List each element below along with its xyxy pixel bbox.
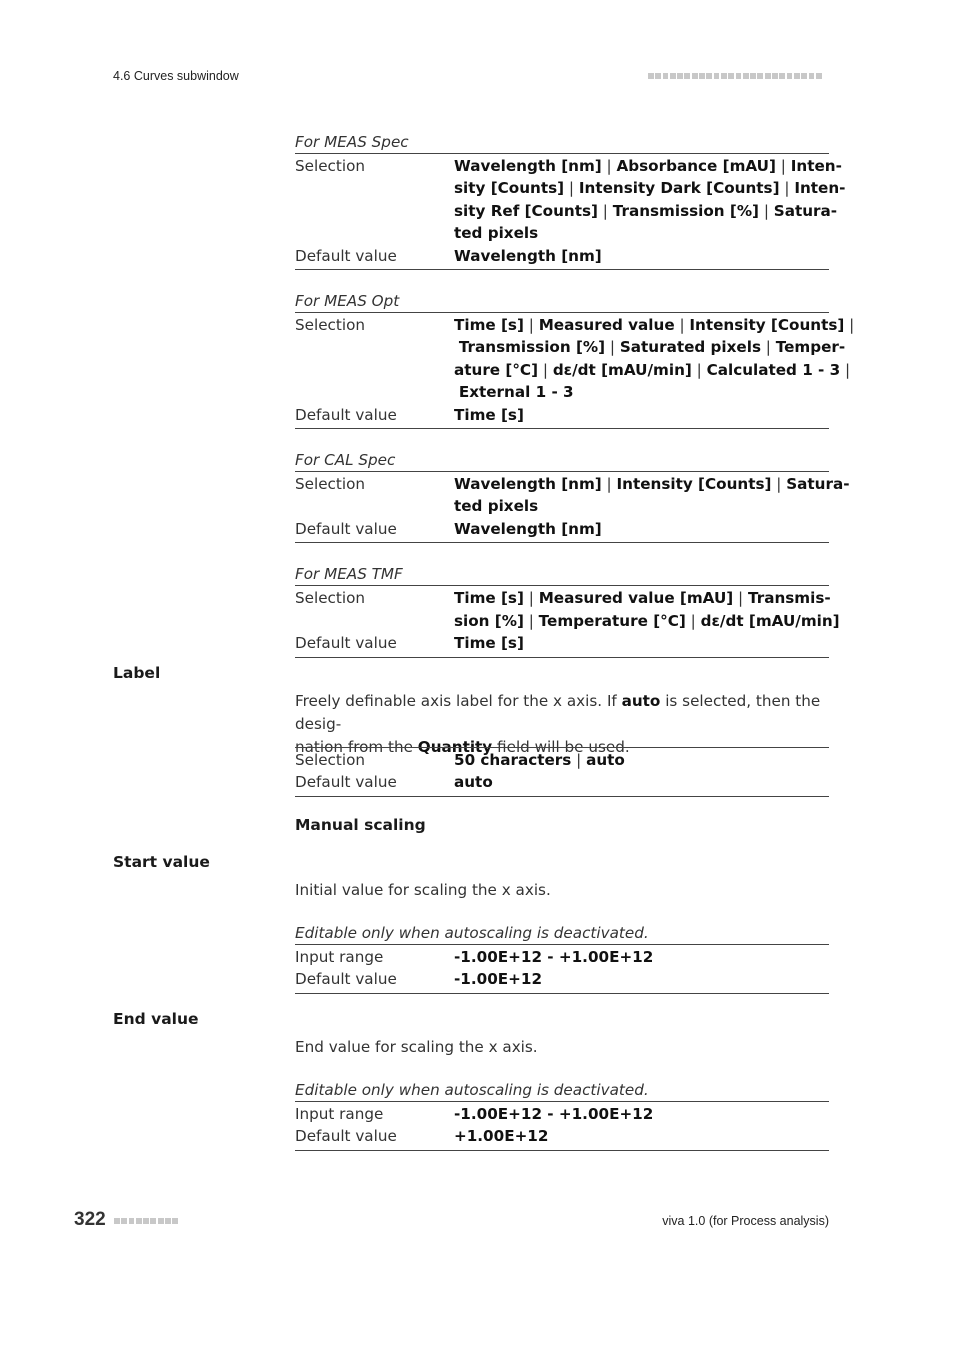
param-table: [295, 1101, 829, 1151]
row-value: Wavelength [nm]: [454, 246, 602, 265]
table-row: [295, 632, 829, 654]
dot-decoration: [150, 1218, 156, 1224]
value-line: [454, 473, 850, 495]
param-table: [295, 153, 846, 270]
dot-decoration: [750, 73, 756, 79]
row-key: Default value: [295, 246, 397, 265]
value-line: [454, 222, 845, 244]
row-key: Default value: [295, 405, 397, 424]
value-option: Satura-: [786, 475, 850, 494]
page-number: 322: [74, 1209, 106, 1230]
row-key: Default value: [295, 1127, 397, 1146]
dot-decoration: [114, 1218, 120, 1224]
row-key: Default value: [295, 634, 397, 653]
param-table: [295, 944, 829, 994]
value-option: ted pixels: [454, 224, 539, 243]
value-option: Inten-: [790, 157, 842, 175]
row-value: auto: [454, 773, 493, 792]
value-option: ature [°C]: [454, 360, 539, 379]
start-value-table: [295, 922, 829, 994]
value-line: [454, 495, 850, 517]
footer-dots-decoration: [114, 1218, 178, 1224]
row-key: Default value: [295, 519, 397, 538]
dot-decoration: [648, 73, 654, 79]
value-separator: |: [691, 360, 707, 379]
dot-decoration: [809, 73, 815, 79]
table-caption: For MEAS Spec: [295, 133, 409, 151]
dot-decoration: [699, 73, 705, 79]
label-desc-auto: auto: [621, 692, 661, 710]
value-option: sion [%]: [454, 611, 524, 630]
table-caption: For MEAS Opt: [295, 292, 400, 311]
quantity-table: [295, 131, 846, 270]
value-line: [454, 381, 854, 403]
row-value: [454, 587, 840, 632]
table-row: [295, 404, 829, 426]
row-key: Default value: [295, 970, 397, 989]
value-option: Transmission [%]: [458, 338, 606, 357]
value-separator: |: [564, 179, 579, 198]
running-footer-product: viva 1.0 (for Process analysis): [662, 1214, 829, 1228]
value-option: ted pixels: [454, 497, 539, 516]
label-param-table: [295, 747, 829, 797]
table-row: [295, 946, 829, 968]
value-separator: |: [733, 589, 749, 608]
value-line: [454, 359, 854, 381]
header-dots-decoration: [648, 73, 822, 79]
row-key: Input range: [295, 1105, 384, 1123]
value-option: 50 characters: [454, 751, 572, 769]
dot-decoration: [663, 73, 669, 79]
table-row: [295, 155, 846, 245]
row-value: [454, 314, 854, 404]
value-option: sity [Counts]: [454, 179, 565, 198]
dot-decoration: [158, 1218, 164, 1224]
value-option: Transmission [%]: [612, 201, 759, 220]
value-line: [454, 610, 840, 632]
dot-decoration: [787, 73, 793, 79]
value-option: sity Ref [Counts]: [454, 201, 598, 220]
value-option: Calculated 1 - 3: [706, 360, 841, 379]
dot-decoration: [692, 73, 698, 79]
row-value: [454, 155, 845, 245]
label-desc-text: field will be used.: [492, 738, 630, 756]
value-separator: |: [674, 316, 690, 335]
row-value: +1.00E+12: [454, 1127, 549, 1146]
row-key: Selection: [295, 589, 365, 608]
dot-decoration: [765, 73, 771, 79]
value-line: [454, 177, 845, 199]
dot-decoration: [794, 73, 800, 79]
dot-decoration: [772, 73, 778, 79]
value-option: auto: [586, 751, 625, 769]
value-option: Measured value: [538, 316, 675, 335]
value-option: dε/dt [mAU/min]: [700, 611, 840, 630]
end-value-title: End value: [113, 1010, 199, 1028]
value-separator: |: [844, 316, 855, 335]
table-caption: For MEAS TMF: [295, 565, 403, 584]
dot-decoration: [670, 73, 676, 79]
row-value: -1.00E+12 - +1.00E+12: [454, 948, 654, 966]
dot-decoration: [801, 73, 807, 79]
value-separator: |: [759, 201, 774, 220]
row-key: Default value: [295, 773, 397, 792]
quantity-table: [295, 290, 855, 429]
value-line: [454, 155, 845, 177]
value-separator: |: [840, 360, 851, 379]
row-value: -1.00E+12: [454, 970, 543, 989]
value-option: Time [s]: [454, 589, 524, 608]
table-row: [295, 473, 850, 518]
table-row: [295, 1103, 829, 1125]
value-separator: |: [523, 611, 539, 630]
dot-decoration: [143, 1218, 149, 1224]
value-separator: |: [605, 338, 620, 357]
value-option: dε/dt [mAU/min]: [552, 360, 692, 379]
dot-decoration: [655, 73, 661, 79]
value-option: Time [s]: [454, 316, 524, 335]
row-value: Time [s]: [454, 405, 524, 424]
table-row: [295, 771, 829, 793]
label-desc-text: Freely definable axis label for the x axis. If: [295, 692, 622, 710]
dot-decoration: [714, 73, 720, 79]
row-key: Input range: [295, 948, 384, 966]
row-value: [454, 749, 829, 771]
table-caption: For CAL Spec: [295, 451, 396, 470]
dot-decoration: [172, 1218, 178, 1224]
row-value: [454, 473, 850, 518]
dot-decoration: [728, 73, 734, 79]
value-line: [454, 336, 854, 358]
dot-decoration: [129, 1218, 135, 1224]
value-option: Saturated pixels: [619, 338, 761, 357]
row-value: -1.00E+12 - +1.00E+12: [454, 1105, 654, 1123]
param-table: [295, 585, 840, 657]
value-option: External 1 - 3: [458, 383, 574, 402]
row-value: Time [s]: [454, 634, 524, 653]
value-line: [454, 587, 840, 609]
dot-decoration: [779, 73, 785, 79]
row-key: Selection: [295, 751, 365, 769]
value-separator: |: [685, 611, 701, 630]
dot-decoration: [121, 1218, 127, 1224]
value-option: Temper-: [775, 338, 846, 357]
row-key: Selection: [295, 316, 365, 335]
dot-decoration: [757, 73, 763, 79]
value-separator: |: [571, 751, 587, 769]
table-caption: Editable only when autoscaling is deactivated.: [295, 1081, 649, 1099]
label-desc-text: is selected, then the desig-: [295, 692, 821, 733]
param-table: [295, 747, 829, 797]
value-separator: |: [523, 589, 539, 608]
value-option: Wavelength [nm]: [454, 475, 602, 494]
dot-decoration: [743, 73, 749, 79]
end-value-description: End value for scaling the x axis.: [295, 1038, 538, 1056]
dot-decoration: [136, 1218, 142, 1224]
start-value-description: Initial value for scaling the x axis.: [295, 881, 551, 899]
label-param-title: Label: [113, 664, 161, 682]
label-desc-quantity: Quantity: [417, 738, 493, 756]
quantity-table: [295, 563, 840, 657]
quantity-table: [295, 449, 850, 543]
start-value-title: Start value: [113, 853, 210, 871]
value-option: Satura-: [773, 201, 838, 220]
running-header-section: 4.6 Curves subwindow: [113, 69, 239, 83]
value-separator: |: [523, 316, 539, 335]
value-separator: |: [760, 338, 776, 357]
table-row: [295, 245, 829, 267]
value-option: Intensity Dark [Counts]: [578, 179, 780, 198]
table-row: [295, 968, 829, 990]
row-key: Selection: [295, 157, 365, 175]
param-table: [295, 312, 855, 429]
value-separator: |: [538, 360, 553, 379]
quantity-selection-tables: [295, 131, 855, 658]
table-row: [295, 587, 840, 632]
row-value: Wavelength [nm]: [454, 519, 602, 538]
value-option: Intensity [Counts]: [616, 475, 772, 494]
row-key: Selection: [295, 475, 365, 494]
dot-decoration: [677, 73, 683, 79]
table-row: [295, 518, 829, 540]
dot-decoration: [706, 73, 712, 79]
value-option: Wavelength [nm]: [454, 157, 602, 175]
value-option: Absorbance [mAU]: [616, 157, 776, 175]
manual-scaling-heading: Manual scaling: [295, 816, 426, 834]
dot-decoration: [165, 1218, 171, 1224]
value-separator: |: [771, 475, 787, 494]
value-line: [454, 200, 845, 222]
value-separator: |: [601, 157, 617, 175]
value-separator: |: [601, 475, 617, 494]
dot-decoration: [816, 73, 822, 79]
table-row: [295, 749, 829, 771]
label-desc-text: nation from the: [295, 738, 418, 756]
value-option: Temperature [°C]: [538, 611, 686, 630]
value-line: [454, 314, 854, 336]
value-separator: |: [779, 179, 795, 198]
dot-decoration: [721, 73, 727, 79]
value-option: Intensity [Counts]: [689, 316, 845, 335]
table-row: [295, 314, 855, 404]
param-table: [295, 471, 850, 543]
value-option: Transmis-: [748, 589, 831, 608]
value-separator: |: [597, 201, 613, 220]
table-row: [295, 1125, 829, 1147]
value-option: Measured value [mAU]: [538, 589, 734, 608]
table-caption: Editable only when autoscaling is deactivated.: [295, 924, 649, 942]
dot-decoration: [684, 73, 690, 79]
end-value-table: [295, 1079, 829, 1151]
dot-decoration: [736, 73, 742, 79]
value-option: Inten-: [794, 179, 846, 198]
value-separator: |: [775, 157, 791, 175]
